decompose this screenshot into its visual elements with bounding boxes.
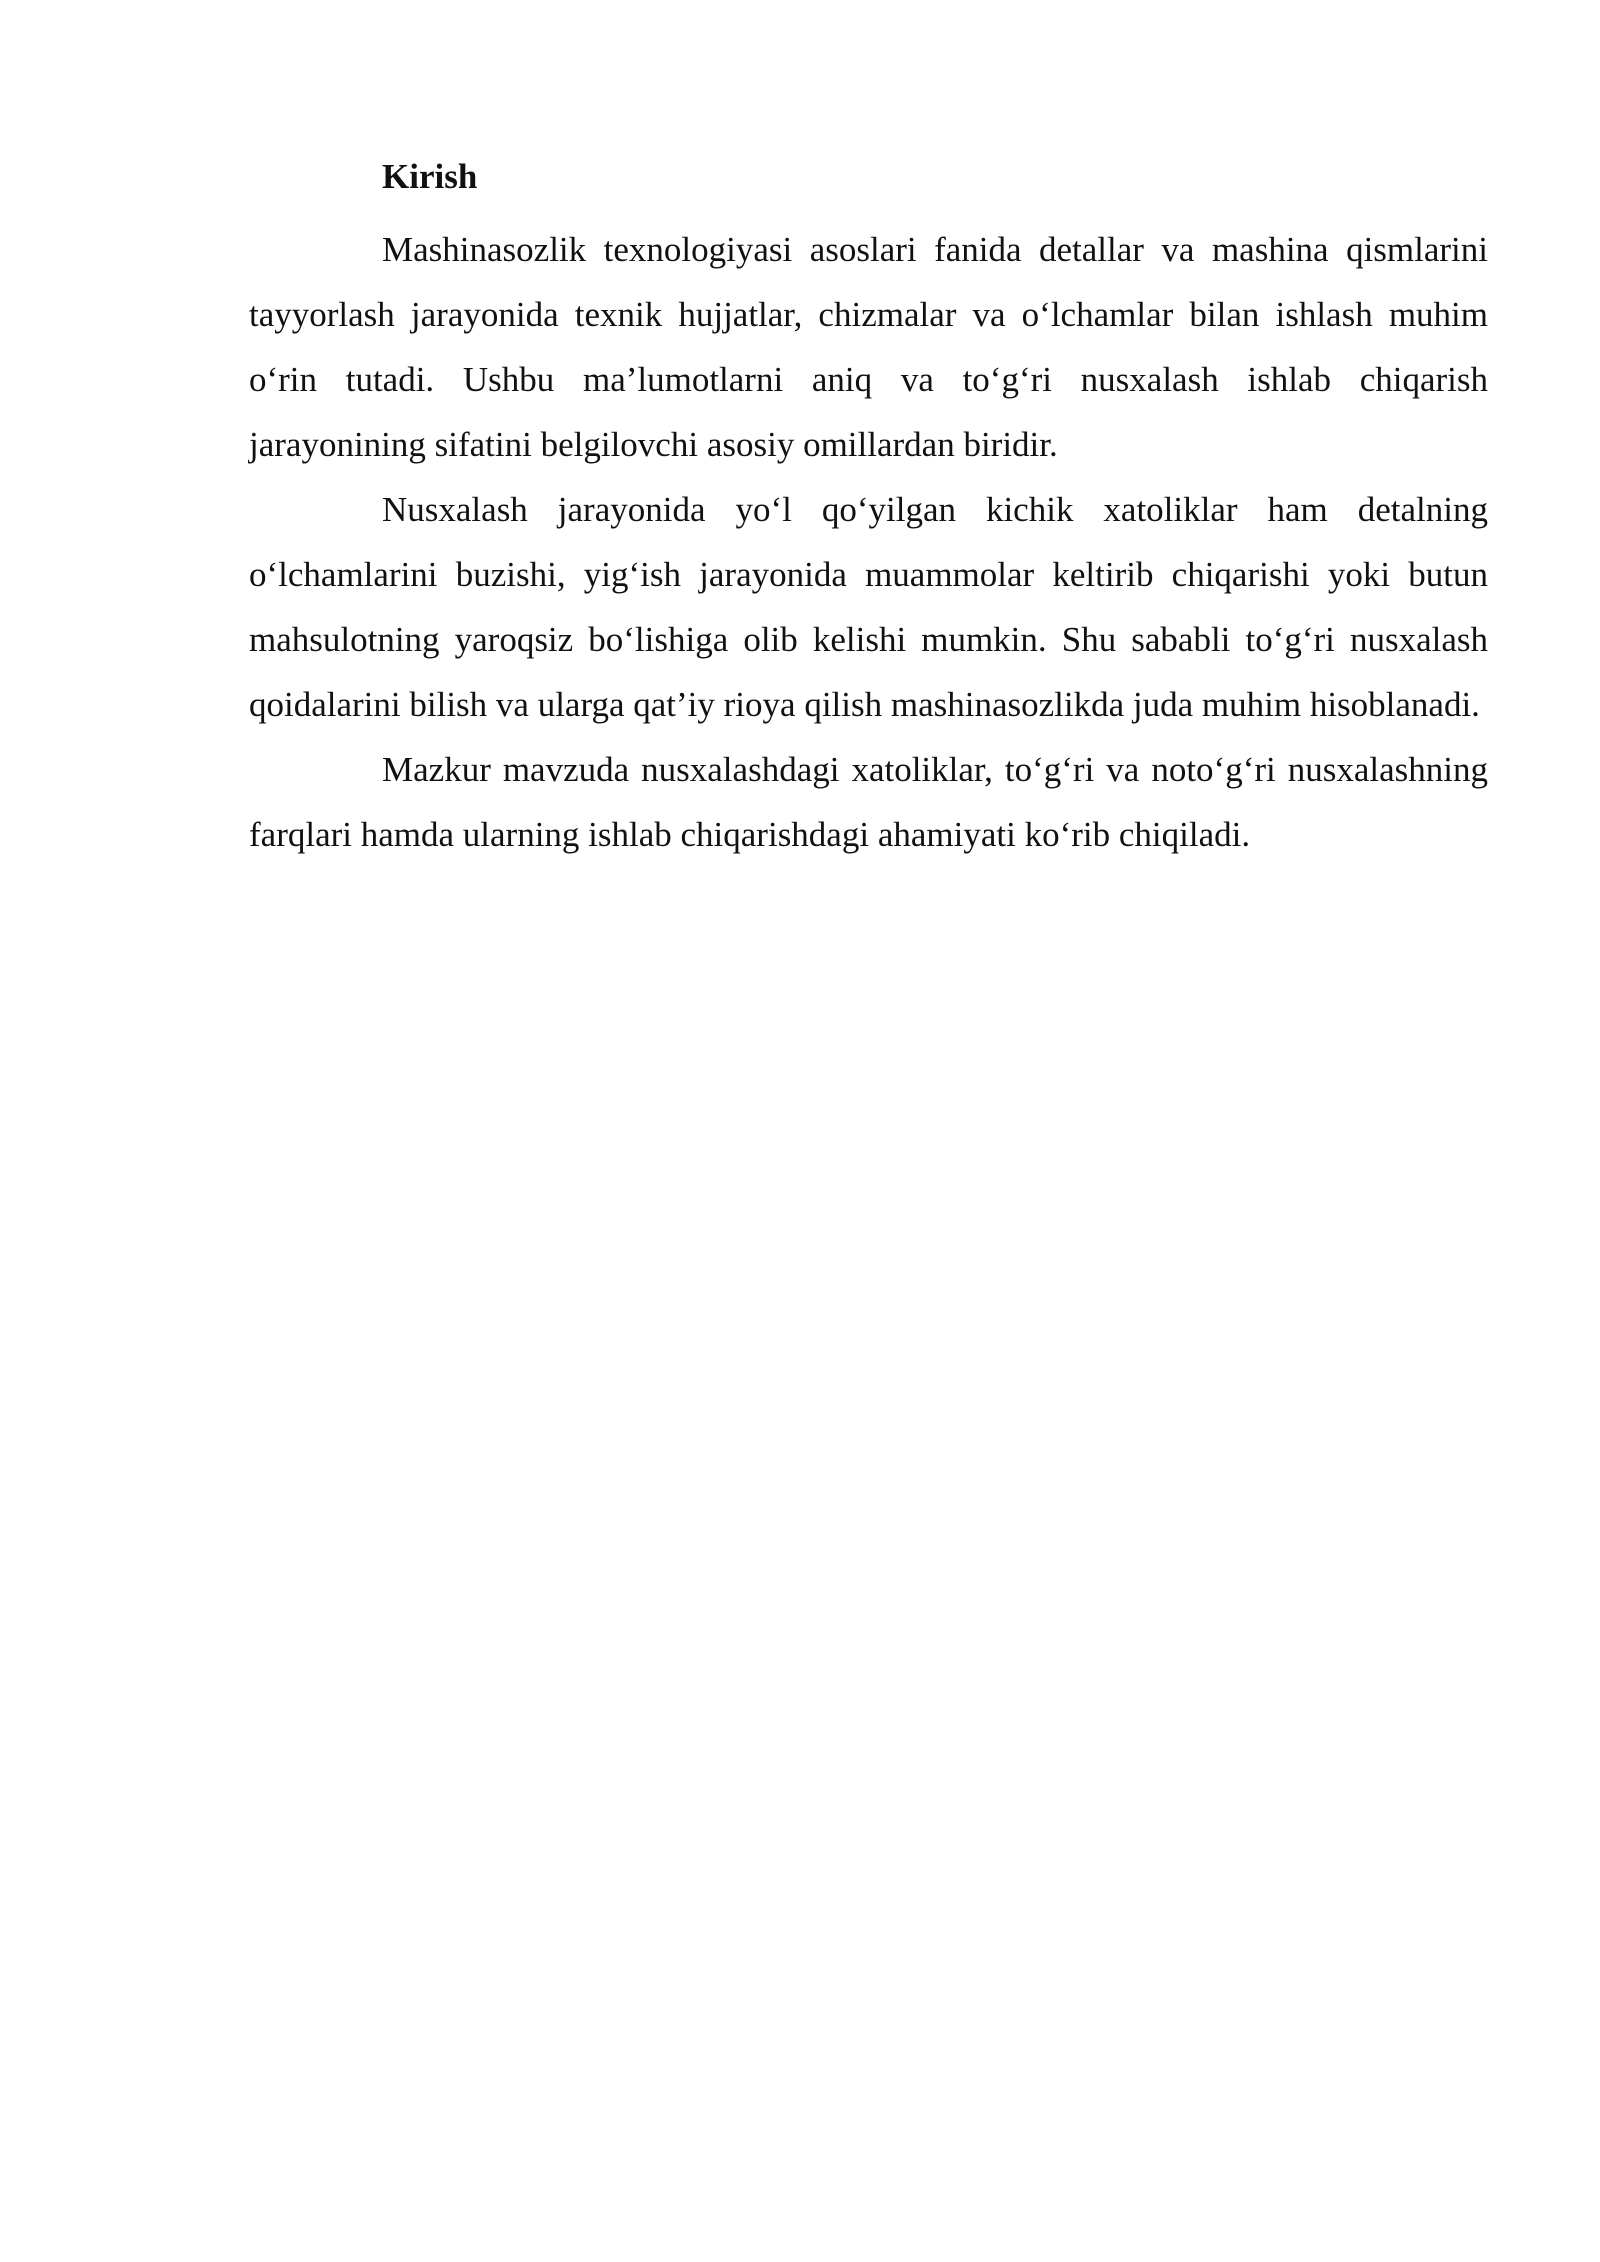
paragraph-intro: Mashinasozlik texnologiyasi asoslari fanida detallar va mashina qismlarini tayyorlash jarayonida texnik hujjatlar, chizmalar va o‘lchamlar bilan ishlash muhim o‘rin tutadi. Ushbu ma’lumotlarni aniq va to‘g‘ri nusxalash ishlab chiqarish jarayonining sifatini belgilovchi asosiy omillardan biridir. (249, 230, 1488, 464)
section-heading: Kirish (382, 157, 478, 196)
document-body (249, 152, 1488, 867)
paragraph-errors: Nusxalash jarayonida yo‘l qo‘yilgan kichik xatoliklar ham detalning o‘lchamlarini buzishi, yig‘ish jarayonida muammolar keltirib chiqarishi yoki butun mahsulotning yaroqsiz bo‘lishiga olib kelishi mumkin. Shu sababli to‘g‘ri nusxalash qoidalarini bilish va ularga qat’iy rioya qilish mashinasozlikda juda muhim hisoblanadi. (249, 490, 1488, 724)
paragraph-topic: Mazkur mavzuda nusxalashdagi xatoliklar, to‘g‘ri va noto‘g‘ri nusxalashning farqlari hamda ularning ishlab chiqarishdagi ahamiyati ko‘rib chiqiladi. (249, 750, 1488, 854)
